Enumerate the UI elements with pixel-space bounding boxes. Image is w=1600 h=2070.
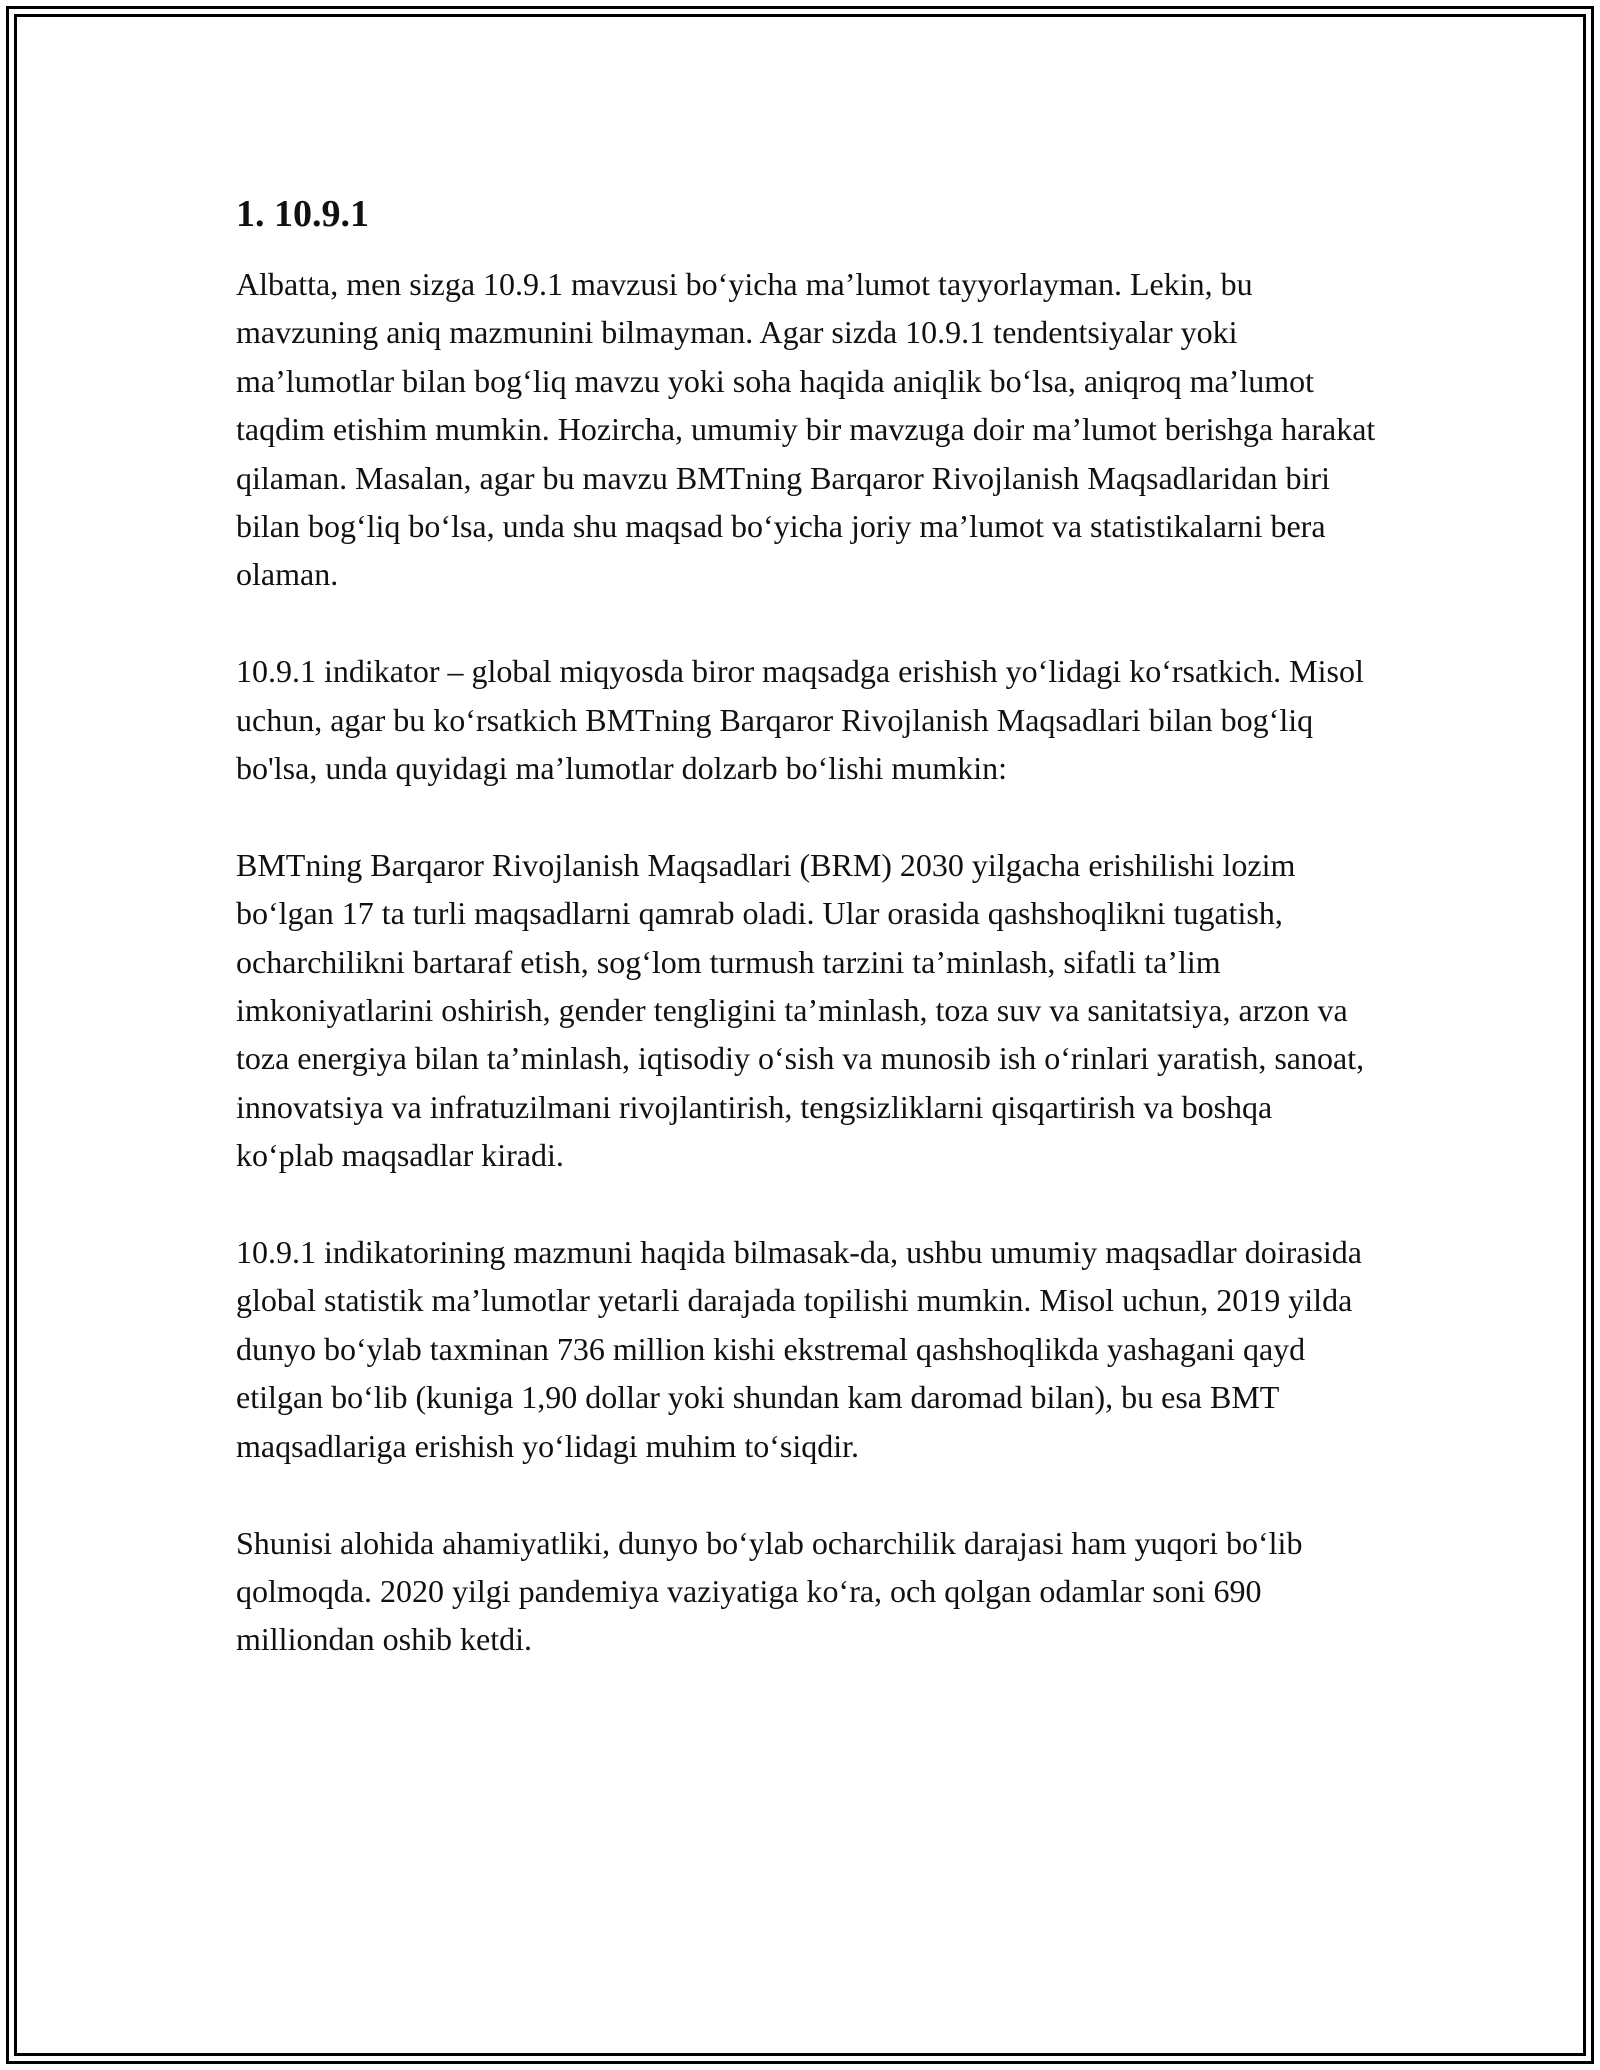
section-heading: 1. 10.9.1 — [236, 193, 369, 235]
paragraph-intro: Albatta, men sizga 10.9.1 mavzusi bo‘yicha ma’lumot tayyorlayman. Lekin, bu mavzuning aniq mazmunini bilmayman. Agar sizda 10.9.1 tendentsiyalar yoki ma’lumotlar bilan bog‘liq mavzu yoki soha haqida aniqlik bo‘lsa, aniqroq ma’lumot taqdim etishim mumkin. Hozircha, umumiy bir mavzuga doir ma’lumot berishga harakat qilaman. Masalan, agar bu mavzu BMTning Barqaror Rivojlanish Maqsadlaridan biri bilan bog‘liq bo‘lsa, unda shu maqsad bo‘yicha joriy ma’lumot va statistikalarni bera olaman. — [236, 266, 1376, 593]
document-body — [236, 186, 1376, 1712]
paragraph-indicator: 10.9.1 indikator – global miqyosda biror maqsadga erishish yo‘lidagi ko‘rsatkich. Misol uchun, agar bu ko‘rsatkich BMTning Barqaror Rivojlanish Maqsadlari bilan bog‘liq bo'lsa, unda quyidagi ma’lumotlar dolzarb bo‘lishi mumkin: — [236, 653, 1364, 787]
paragraph-hunger-stats: Shunisi alohida ahamiyatliki, dunyo bo‘ylab ocharchilik darajasi ham yuqori bo‘lib qolmoqda. 2020 yilgi pandemiya vaziyatiga ko‘ra, och qolgan odamlar soni 690 milliondan oshib ketdi. — [236, 1524, 1303, 1658]
paragraph-sdg-goals: BMTning Barqaror Rivojlanish Maqsadlari (BRM) 2030 yilgacha erishilishi lozim bo‘lgan 17 ta turli maqsadlarni qamrab oladi. Ular orasida qashshoqlikni tugatish, ocharchilikni bartaraf etish, sog‘lom turmush tarzini ta’minlash, sifatli ta’lim imkoniyatlarini oshirish, gender tengligini ta’minlash, toza suv va sanitatsiya, arzon va toza energiya bilan ta’minlash, iqtisodiy o‘sish va munosib ish o‘rinlari yaratish, sanoat, innovatsiya va infratuzilmani rivojlantirish, tengsizliklarni qisqartirish va boshqa ko‘plab maqsadlar kiradi. — [236, 846, 1365, 1174]
paragraph-poverty-stats: 10.9.1 indikatorining mazmuni haqida bilmasak-da, ushbu umumiy maqsadlar doirasida global statistik ma’lumotlar yetarli darajada topilishi mumkin. Misol uchun, 2019 yilda dunyo bo‘ylab taxminan 736 million kishi ekstremal qashshoqlikda yashagani qayd etilgan bo‘lib (kuniga 1,90 dollar yoki shundan kam daromad bilan), bu esa BMT maqsadlariga erishish yo‘lidagi muhim to‘siqdir. — [236, 1234, 1362, 1464]
